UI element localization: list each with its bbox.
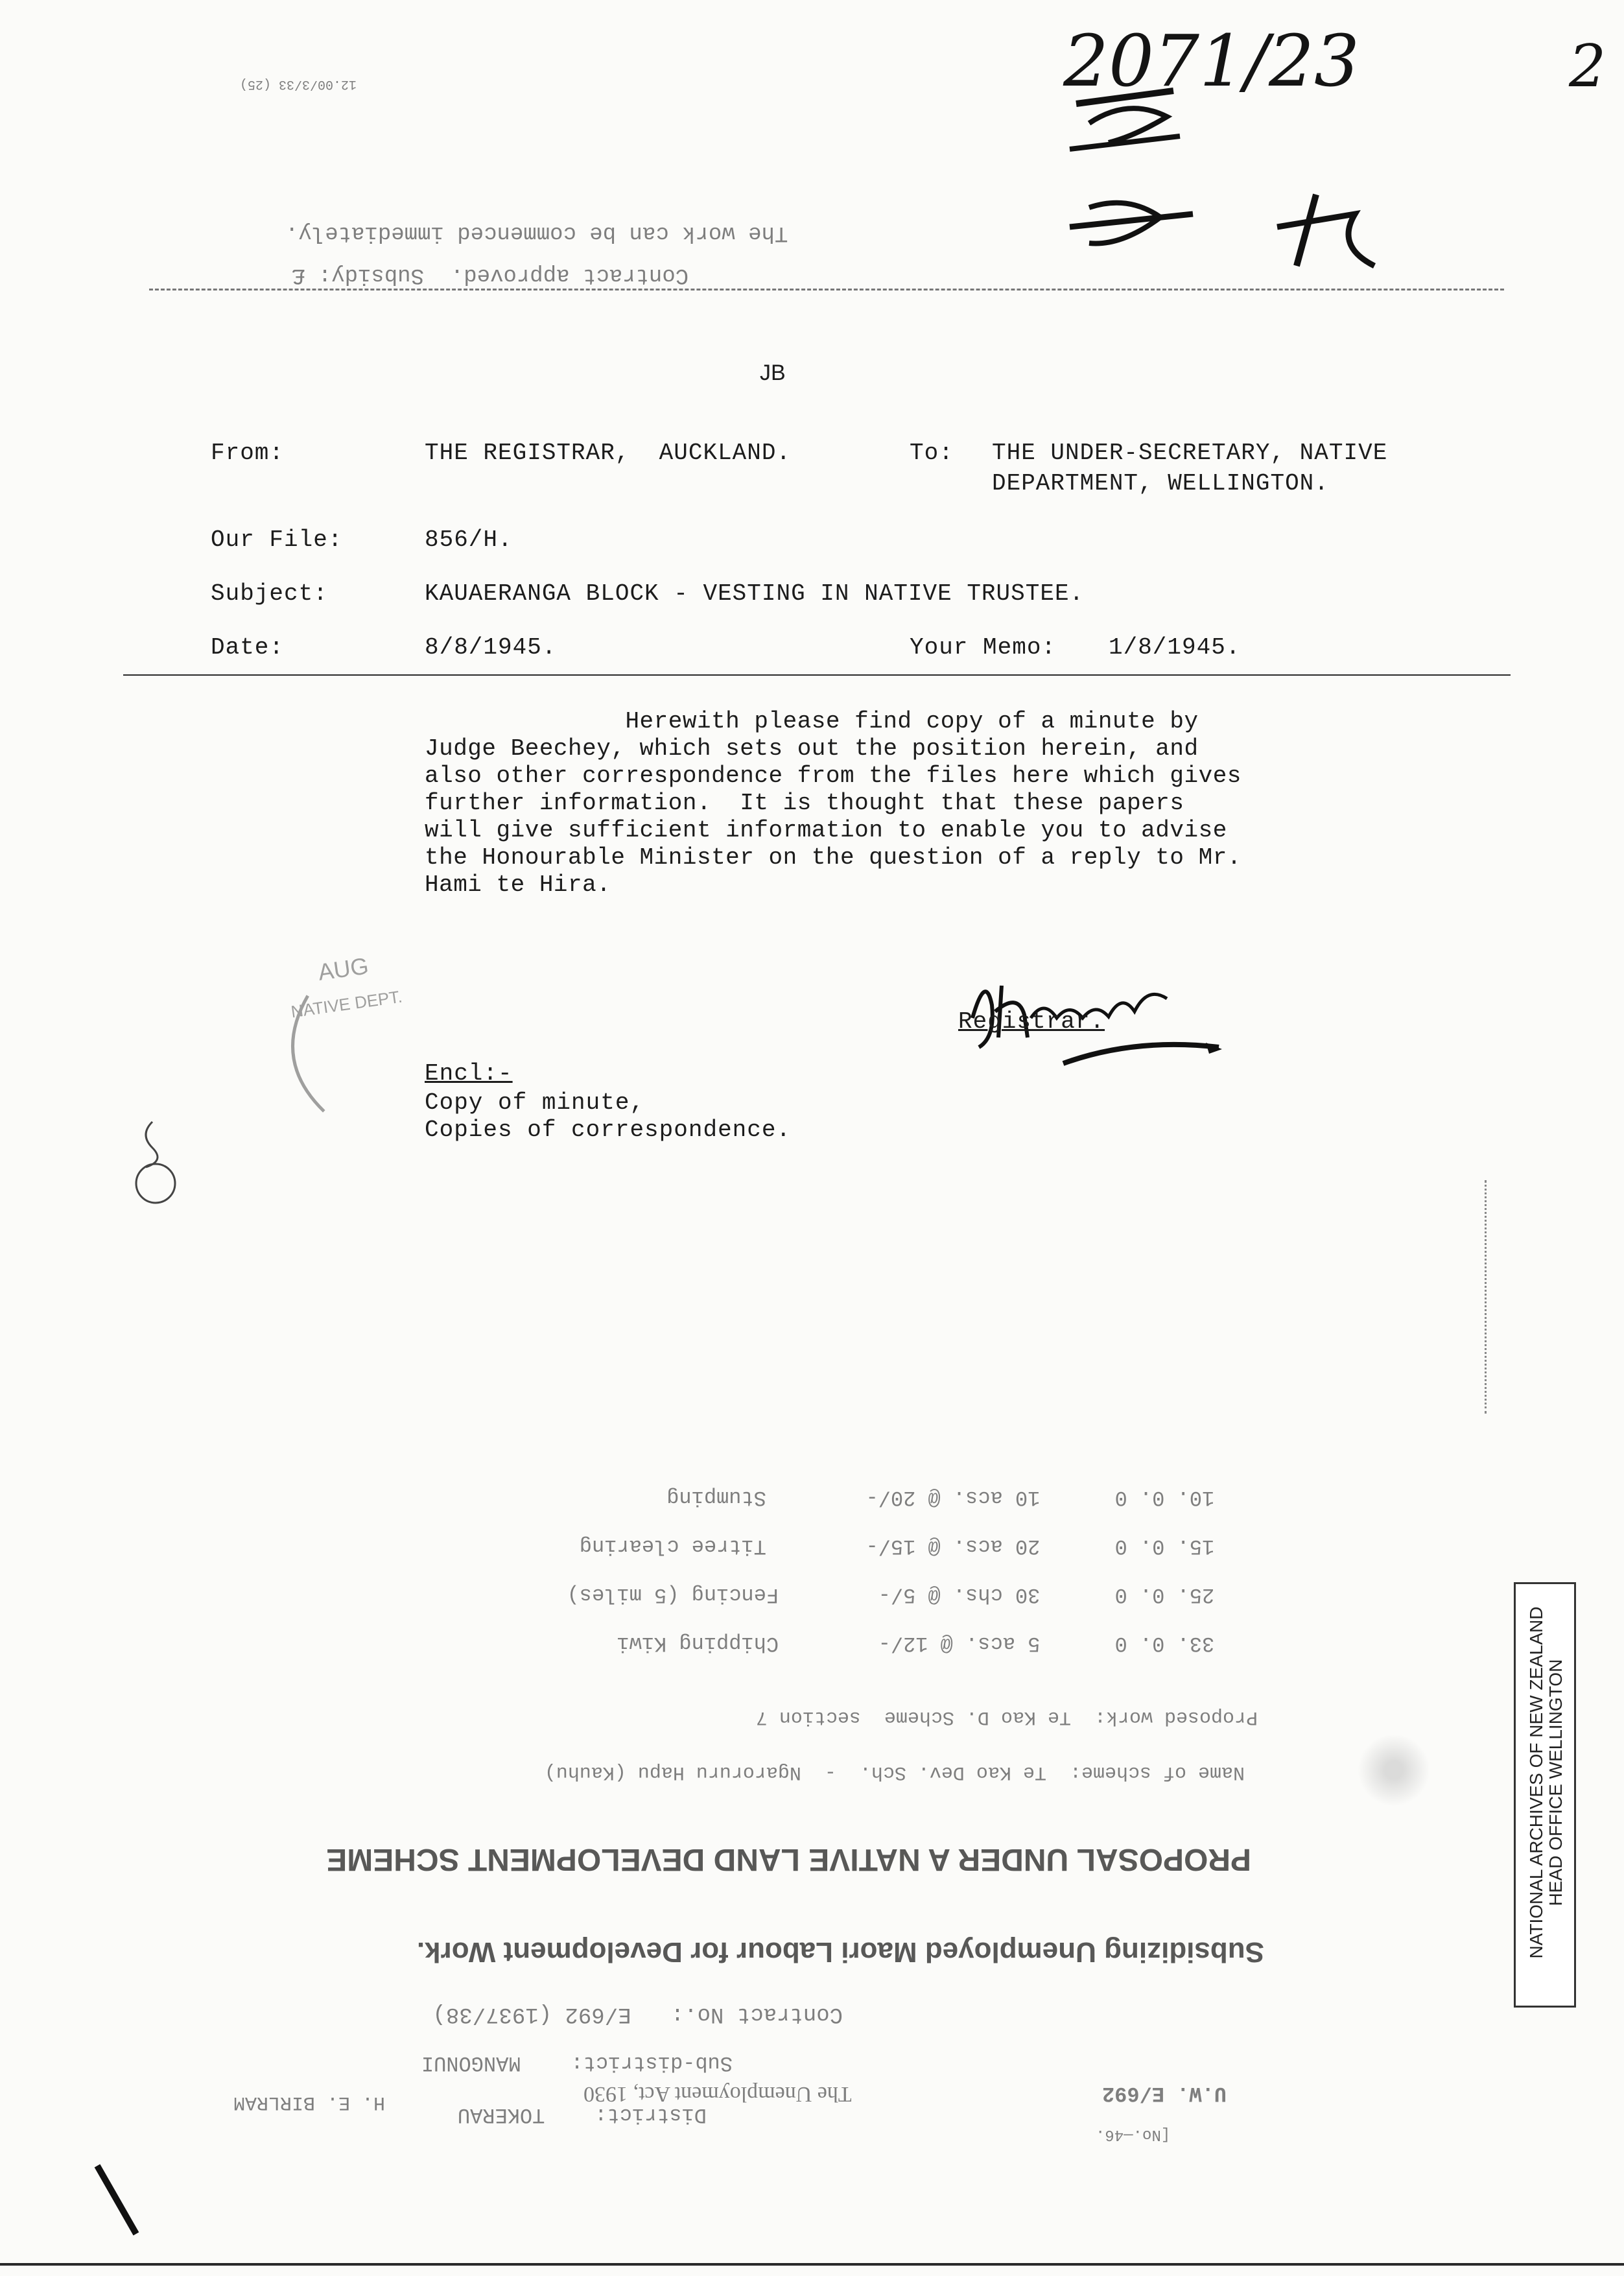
bleed-row-2-item: Fencing (5 miles): [567, 1583, 779, 1607]
archives-stamp-line1: NATIONAL ARCHIVES OF NEW ZEALAND: [1526, 1606, 1546, 1959]
bleed-form-small: [No.—46.: [1096, 2126, 1171, 2143]
subject-label: Subject:: [211, 580, 328, 607]
bleed-form-code: U.W. E/692: [1102, 2081, 1227, 2105]
bleed-row-1-qty: 5 acs. @ 12/-: [878, 1631, 1041, 1655]
bleed-through-top-line1: The work can be commenced immediately.: [285, 220, 788, 245]
bleed-heading2: Subsidizing Unemployed Maori Labour for Development Work.: [416, 1936, 1264, 1968]
right-margin-dots: [1485, 1180, 1487, 1414]
bleed-row-4: [666, 1462, 1264, 1534]
page-number: 2: [1569, 32, 1606, 101]
enclosure-item-1: Copy of minute,: [425, 1089, 645, 1116]
bleed-row-4-item: Stumping: [666, 1486, 766, 1510]
date-value: 8/8/1945.: [425, 634, 557, 661]
bleed-left-bottom: H. E. BIRLRAM: [233, 2091, 386, 2113]
registrar-title: Registrar.: [958, 1008, 1105, 1035]
bleed-row-3-item: Titree clearing: [579, 1534, 766, 1558]
received-stamp-month: AUG: [316, 952, 371, 986]
to-value-line1: THE UNDER-SECRETARY, NATIVE: [992, 440, 1388, 466]
bleed-through-bottom-block: [214, 1368, 1264, 2133]
crossed-marks: [1050, 78, 1400, 285]
bleed-contract-no: Contract No.: E/692 (1937/38): [432, 2002, 843, 2026]
national-archives-stamp: [1514, 1582, 1576, 2008]
bleed-row-4-qty: 10 acs. @ 20/-: [865, 1486, 1041, 1510]
bottom-left-stroke: [91, 2159, 149, 2244]
body-line-7: Hami te Hira.: [425, 871, 611, 898]
bleed-row-1-item: Chipping Kiwi: [617, 1631, 779, 1655]
bleed-heading1: PROPOSAL UNDER A NATIVE LAND DEVELOPMENT SCHEME: [326, 1842, 1251, 1877]
enclosure-item-2: Copies of correspondence.: [425, 1117, 792, 1143]
margin-circle-mark: [126, 1115, 185, 1206]
enclosures-label: Encl:-: [425, 1060, 513, 1087]
file-label: Our File:: [211, 527, 343, 553]
bleed-name-of-scheme: Name of scheme: Te Kao Dev. Sch. - Ngaroruru Hapu (Kauhu): [544, 1761, 1245, 1783]
speckle-mark: [1355, 1725, 1433, 1816]
body-line-5: will give sufficient information to enable you to advise: [425, 817, 1227, 844]
your-memo-label: Your Memo:: [910, 634, 1057, 661]
body-line-1: Herewith please find copy of a minute by: [425, 708, 1199, 735]
file-value: 856/H.: [425, 527, 513, 553]
bleed-row-4-amount: 10. 0. 0: [1114, 1486, 1215, 1510]
from-label: From:: [211, 440, 285, 466]
date-label: Date:: [211, 634, 285, 661]
bleed-row-3-amount: 15. 0. 0: [1114, 1534, 1215, 1558]
archives-stamp-line2: HEAD OFFICE WELLINGTON: [1546, 1659, 1566, 1906]
from-value: THE REGISTRAR, AUCKLAND.: [425, 440, 792, 466]
body-line-6: the Honourable Minister on the question of a reply to Mr.: [425, 844, 1242, 871]
bleed-act: The Unemployment Act, 1930: [583, 2082, 852, 2106]
bleed-sub-district: Sub-district: MANGONUI: [421, 2051, 733, 2075]
bleed-through-top-rule: [149, 289, 1504, 290]
bleed-row-2-amount: 25. 0. 0: [1114, 1583, 1215, 1607]
body-line-2: Judge Beechey, which sets out the position herein, and: [425, 735, 1199, 762]
subject-value: KAUAERANGA BLOCK - VESTING IN NATIVE TRUSTEE.: [425, 580, 1085, 607]
initials: JB: [760, 361, 786, 385]
bleed-row-1-amount: 33. 0. 0: [1114, 1631, 1215, 1655]
body-line-3: also other correspondence from the files here which gives: [425, 763, 1242, 789]
your-memo-value: 1/8/1945.: [1109, 634, 1241, 661]
page-bottom-edge: [0, 2263, 1624, 2266]
received-stamp-dept: NATIVE DEPT.: [289, 986, 404, 1022]
top-mirrored-reference: 12.00/3/33 (25): [240, 77, 357, 91]
bleed-district: District: TOKERAU: [457, 2103, 707, 2127]
to-label: To:: [910, 440, 954, 466]
bleed-row-3-qty: 20 acs. @ 15/-: [865, 1534, 1041, 1558]
bleed-through-top-line2: Contract approved. Subsidy: £: [292, 263, 689, 287]
header-rule: [123, 674, 1511, 676]
to-value-line2: DEPARTMENT, WELLINGTON.: [992, 470, 1329, 497]
handwritten-file-reference: 2071/23: [1063, 19, 1359, 102]
body-line-4: further information. It is thought that these papers: [425, 790, 1184, 816]
bleed-proposed-work: Proposed work: Te Kao D. Scheme section 7: [755, 1706, 1258, 1728]
bleed-row-2-qty: 30 chs. @ 5/-: [878, 1583, 1041, 1607]
